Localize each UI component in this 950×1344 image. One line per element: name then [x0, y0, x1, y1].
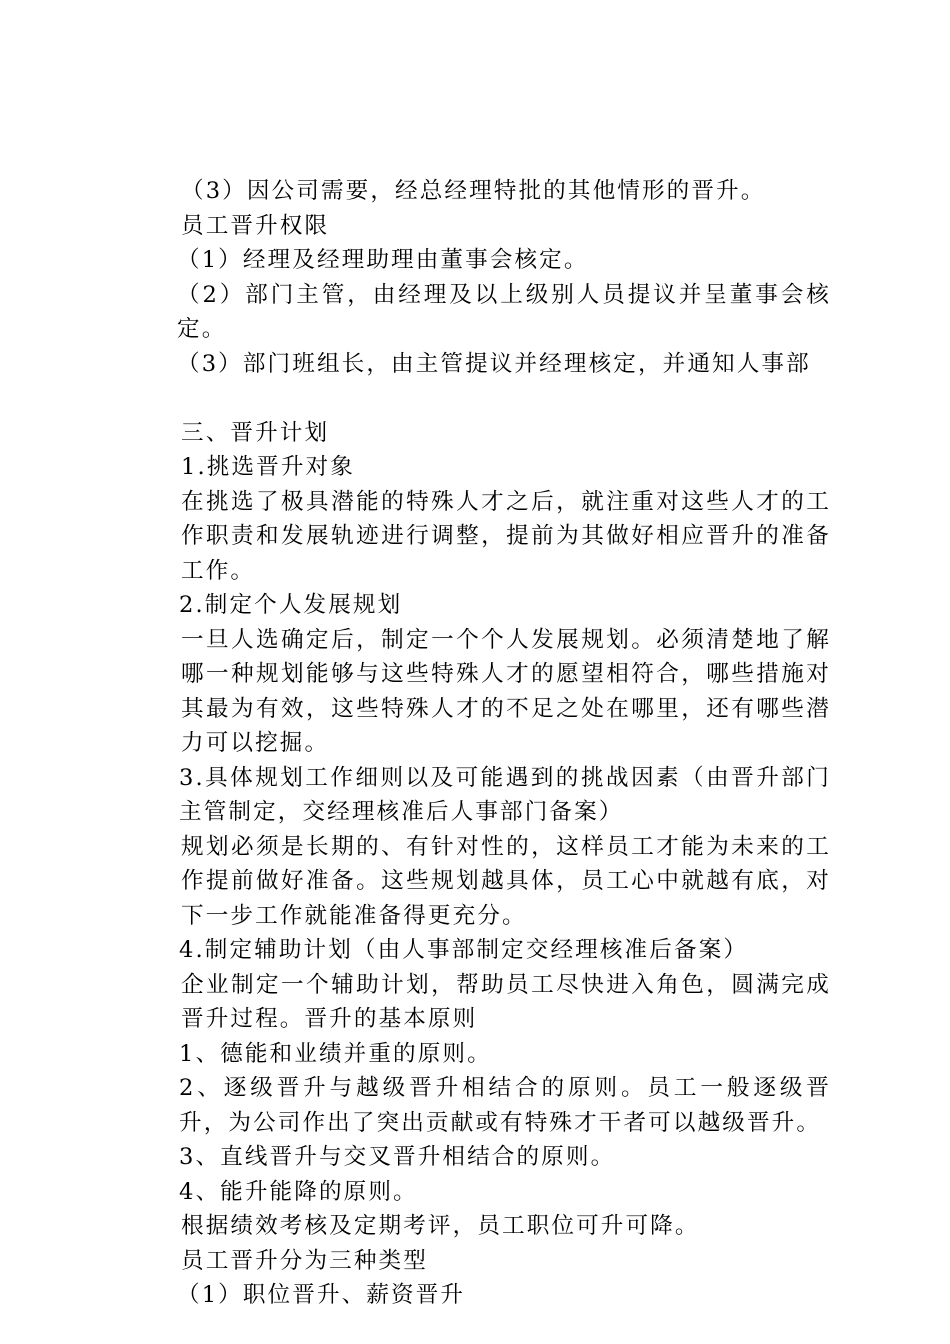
paragraph-authority-team-leader: （3）部门班组长，由主管提议并经理核定，并通知人事部 [177, 350, 811, 377]
heading-promotion-authority: 员工晋升权限 [181, 212, 330, 239]
principle-2: 2、逐级晋升与越级晋升相结合的原则。员工一般逐级晋升，为公司作出了突出贡献或有特殊才干者可以越级晋升。 [179, 1075, 831, 1136]
paragraph-special-promotion: （3）因公司需要，经总经理特批的其他情形的晋升。 [181, 178, 766, 204]
principle-3: 3、直线晋升与交叉晋升相结合的原则。 [179, 1144, 616, 1170]
paragraph-work-rules: 规划必须是长期的、有针对性的，这样员工才能为未来的工作提前做好准备。这些规划越具体，员工心中就越有底，对下一步工作就能准备得更充分。 [181, 833, 831, 929]
heading-promotion-types: 员工晋升分为三种类型 [181, 1247, 428, 1274]
paragraph-select-candidates: 在挑选了极具潜能的特殊人才之后，就注重对这些人才的工作职责和发展轨迹进行调整，提前为其做好相应晋升的准备工作。 [181, 488, 831, 584]
section-heading-promotion-plan: 三、晋升计划 [181, 419, 330, 446]
blank-line [131, 381, 831, 416]
subheading-development-plan: 2.制定个人发展规划 [179, 592, 403, 618]
subheading-support-plan: 4.制定辅助计划（由人事部制定交经理核准后备案） [179, 937, 749, 963]
paragraph-type-1: （1）职位晋升、薪资晋升 [177, 1282, 466, 1308]
subheading-select-candidates: 1.挑选晋升对象 [181, 454, 355, 480]
principle-4: 4、能升能降的原则。 [179, 1178, 418, 1205]
paragraph-performance-review: 根据绩效考核及定期考评，员工职位可升可降。 [181, 1213, 700, 1239]
paragraph-authority-manager: （1）经理及经理助理由董事会核定。 [177, 247, 589, 273]
document-body [131, 174, 831, 1313]
paragraph-development-plan: 一旦人选确定后，制定一个个人发展规划。必须清楚地了解哪一种规划能够与这些特殊人才的愿望相符合，哪些措施对其最为有效，这些特殊人才的不足之处在哪里，还有哪些潜力可以挖掘。 [181, 626, 831, 756]
subheading-work-rules: 3.具体规划工作细则以及可能遇到的挑战因素（由晋升部门主管制定，交经理核准后人事部门备案） [179, 764, 831, 825]
principle-1: 1、德能和业绩并重的原则。 [179, 1040, 492, 1067]
paragraph-support-plan: 企业制定一个辅助计划，帮助员工尽快进入角色，圆满完成晋升过程。晋升的基本原则 [181, 971, 831, 1032]
paragraph-authority-supervisor: （2）部门主管，由经理及以上级别人员提议并呈董事会核定。 [177, 281, 831, 342]
